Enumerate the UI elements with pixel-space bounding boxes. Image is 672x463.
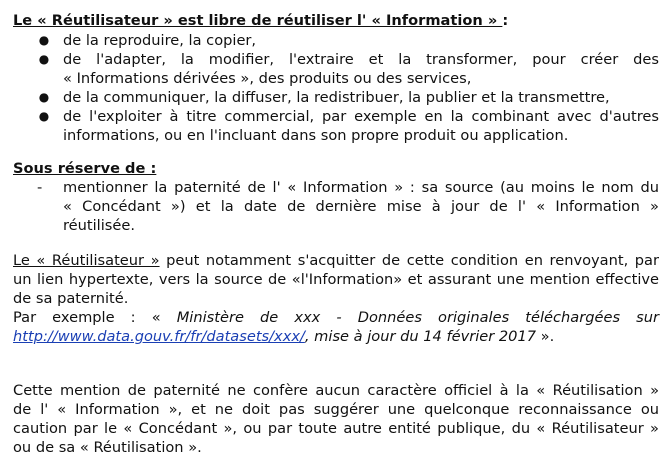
example-source-text: Ministère de xxx - Données originales téléchargées sur — [176, 309, 659, 326]
paragraph-line: un lien hypertexte, vers la source de «l'Information» et assurant une mention effective — [13, 271, 659, 288]
bullet-icon: ● — [38, 90, 50, 104]
list-item-text: de l'exploiter à titre commercial, par exemple en la combinant avec d'autres — [63, 108, 659, 125]
bullet-icon: ● — [38, 33, 50, 47]
example-date-text: , mise à jour du 14 février 2017 — [304, 328, 537, 345]
datasets-link[interactable]: http://www.data.gouv.fr/fr/datasets/xxx/ — [13, 328, 305, 345]
list-item-text: « Informations dérivées », des produits ou des services, — [63, 70, 472, 87]
list-item-text: « Concédant ») et la date de dernière mise à jour de l' « Information » — [63, 198, 659, 215]
reuse-rights-heading — [13, 11, 508, 30]
paragraph-line: caution par le « Concédant », ou par toute autre entité publique, du « Réutilisateur » — [13, 420, 659, 437]
reuse-rights-heading-text: Le « Réutilisateur » est libre de réutiliser l' « Information » — [13, 12, 503, 29]
paragraph-text: peut notamment s'acquitter de cette condition en renvoyant, par — [159, 252, 659, 269]
dash-marker: - — [37, 179, 43, 196]
bullet-icon: ● — [38, 52, 50, 66]
example-line — [13, 308, 659, 327]
reutilisateur-term: Le « Réutilisateur » — [13, 252, 160, 269]
reuse-rights-heading-colon: : — [502, 12, 509, 29]
paragraph-line: de l' « Information », et ne doit pas suggérer une quelconque reconnaissance ou — [13, 401, 659, 418]
list-item-text: mentionner la paternité de l' « Information » : sa source (au moins le nom du — [63, 179, 659, 196]
paragraph-line — [13, 251, 659, 270]
example-label: Par exemple : — [13, 309, 152, 326]
example-line — [13, 327, 554, 346]
list-item-text: de la reproduire, la copier, — [63, 32, 257, 49]
bullet-icon: ● — [38, 109, 50, 123]
paragraph-line: Cette mention de paternité ne confère aucun caractère officiel à la « Réutilisation » — [13, 382, 659, 399]
list-item-text: de la communiquer, la diffuser, la redistribuer, la publier et la transmettre, — [63, 89, 610, 106]
list-item-text: informations, ou en l'incluant dans son propre produit ou application. — [63, 127, 569, 144]
list-item-text: de l'adapter, la modifier, l'extraire et la transformer, pour créer des — [63, 51, 659, 68]
conditions-heading: Sous réserve de : — [13, 160, 157, 177]
paragraph-line: ou de sa « Réutilisation ». — [13, 439, 202, 456]
quote-close: ». — [536, 328, 555, 345]
quote-open: « — [151, 309, 177, 326]
list-item-text: réutilisée. — [63, 217, 135, 234]
paragraph-line: de sa paternité. — [13, 290, 129, 307]
